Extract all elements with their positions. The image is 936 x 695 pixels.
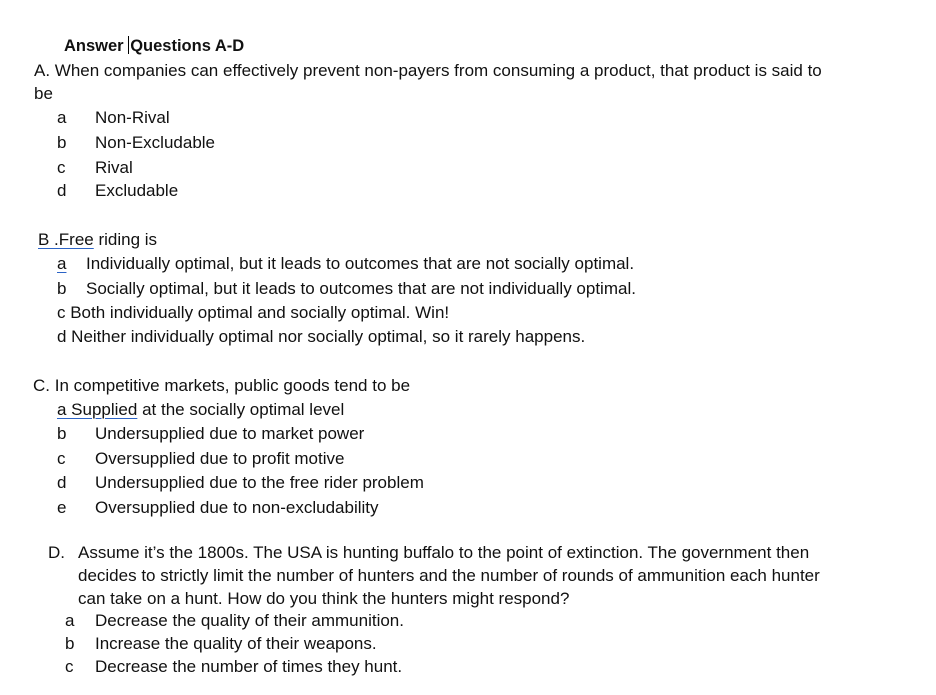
option-letter: c xyxy=(57,158,66,177)
option-letter: a xyxy=(65,611,75,630)
option-letter: b xyxy=(65,634,75,653)
option-text: Undersupplied due to the free rider problem xyxy=(95,473,424,492)
question-a-stem-line-2: be xyxy=(34,84,53,103)
question-d-stem-line-2: decides to strictly limit the number of hunters and the number of rounds of ammunition each hunter xyxy=(78,566,820,585)
option-a-underlined: a Supplied xyxy=(57,400,138,419)
option-a-rest: at the socially optimal level xyxy=(137,400,345,419)
option-text: Non-Excludable xyxy=(95,133,216,152)
option-text: Oversupplied due to profit motive xyxy=(95,449,345,468)
option-text: Individually optimal, but it leads to outcomes that are not socially optimal. xyxy=(86,254,635,273)
question-d-stem-line-3: can take on a hunt. How do you think the hunters might respond? xyxy=(78,589,570,608)
option-text: Undersupplied due to market power xyxy=(95,424,365,443)
question-b-label-underlined: B .Free xyxy=(38,230,94,249)
option-letter: d xyxy=(57,181,67,200)
question-b-stem-text: riding is xyxy=(93,230,158,249)
title-prefix: Answer xyxy=(64,37,129,55)
option-letter: d xyxy=(57,473,67,492)
option-letter: a xyxy=(57,108,67,127)
question-b-option-d: d Neither individually optimal nor socially optimal, so it rarely happens. xyxy=(57,327,586,346)
question-b-option-c: c Both individually optimal and socially optimal. Win! xyxy=(57,303,450,322)
option-text: Decrease the quality of their ammunition. xyxy=(95,611,404,630)
title-suffix: Questions A-D xyxy=(130,37,245,55)
option-text: Socially optimal, but it leads to outcomes that are not individually optimal. xyxy=(86,279,636,298)
option-letter: b xyxy=(57,424,67,443)
option-text: Oversupplied due to non-excludability xyxy=(95,498,379,517)
question-d-label: D. xyxy=(48,543,65,562)
option-text: Excludable xyxy=(95,181,179,200)
option-text: Decrease the number of times they hunt. xyxy=(95,657,403,676)
document-title[interactable] xyxy=(64,36,244,56)
question-a-stem-line-1: A. When companies can effectively prevent non-payers from consuming a product, that product is said to xyxy=(34,61,822,80)
question-c-option-a xyxy=(57,400,344,420)
option-letter: e xyxy=(57,498,67,517)
option-text: Rival xyxy=(95,158,133,177)
option-letter: b xyxy=(57,133,67,152)
option-text: Non-Rival xyxy=(95,108,170,127)
option-letter: b xyxy=(57,279,67,298)
option-letter: a xyxy=(57,254,67,273)
question-d-stem-line-1: Assume it’s the 1800s. The USA is hunting buffalo to the point of extinction. The government then xyxy=(78,543,810,562)
question-c-stem: C. In competitive markets, public goods tend to be xyxy=(33,376,411,395)
option-letter: c xyxy=(65,657,74,676)
option-text: Increase the quality of their weapons. xyxy=(95,634,377,653)
question-b-stem xyxy=(38,230,157,250)
option-letter: c xyxy=(57,449,66,468)
